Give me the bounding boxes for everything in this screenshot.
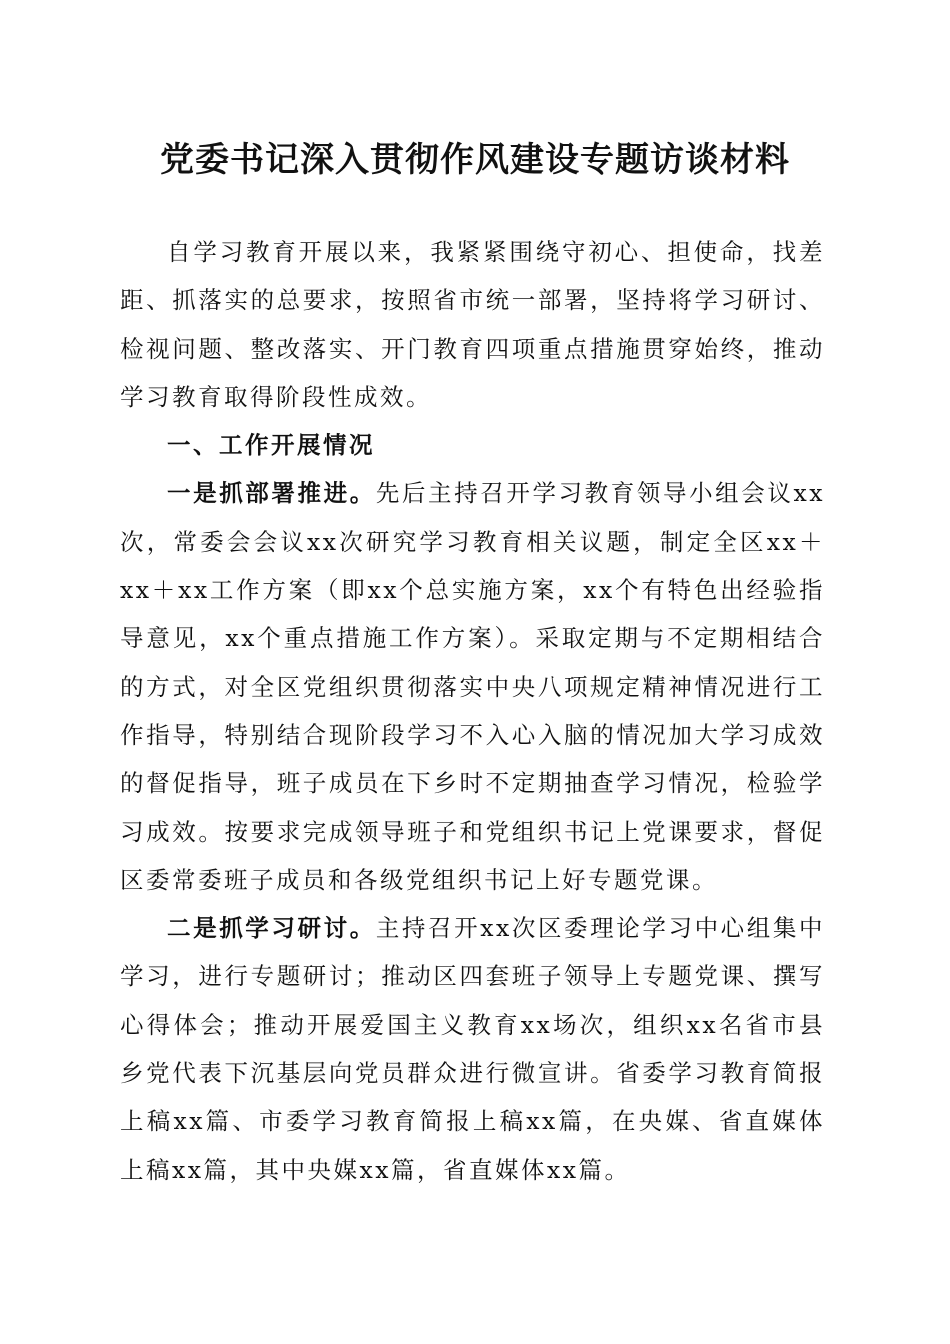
work-item-study [120,904,825,1194]
item-text: 先后主持召开学习教育领导小组会议xx次，常委会会议xx次研究学习教育相关议题，制定全区xx＋xx＋xx工作方案（即xx个总实施方案，xx个有特色出经验指导意见，xx个重点措施工作方案）。采取定期与不定期相结合的方式，对全区党组织贯彻落实中央八项规定精神情况进行工作指导，特别结合现阶段学习不入心入脑的情况加大学习成效的督促指导，班子成员在下乡时不定期抽查学习情况，检验学习成效。按要求完成领导班子和党组织书记上党课要求，督促区委常委班子成员和各级党组织书记上好专题党课。 [120,479,825,894]
document-body [120,228,825,1194]
section-heading: 一、工作开展情况 [167,431,375,460]
work-item-deployment [120,469,825,904]
intro-paragraph: 自学习教育开展以来，我紧紧围绕守初心、担使命，找差距、抓落实的总要求，按照省市统一部署，坚持将学习研讨、检视问题、整改落实、开门教育四项重点措施贯穿始终，推动学习教育取得阶段性成效。 [120,238,825,411]
item-lead-label: 二是抓学习研讨。 [167,914,376,943]
item-lead-label: 一是抓部署推进。 [167,479,376,508]
item-text: 主持召开xx次区委理论学习中心组集中学习，进行专题研讨；推动区四套班子领导上专题党课、撰写心得体会；推动开展爱国主义教育xx场次，组织xx名省市县乡党代表下沉基层向党员群众进行微宣讲。省委学习教育简报上稿xx篇、市委学习教育简报上稿xx篇，在央媒、省直媒体上稿xx篇，其中央媒xx篇，省直媒体xx篇。 [120,914,825,1184]
document-title: 党委书记深入贯彻作风建设专题访谈材料 [160,140,790,180]
